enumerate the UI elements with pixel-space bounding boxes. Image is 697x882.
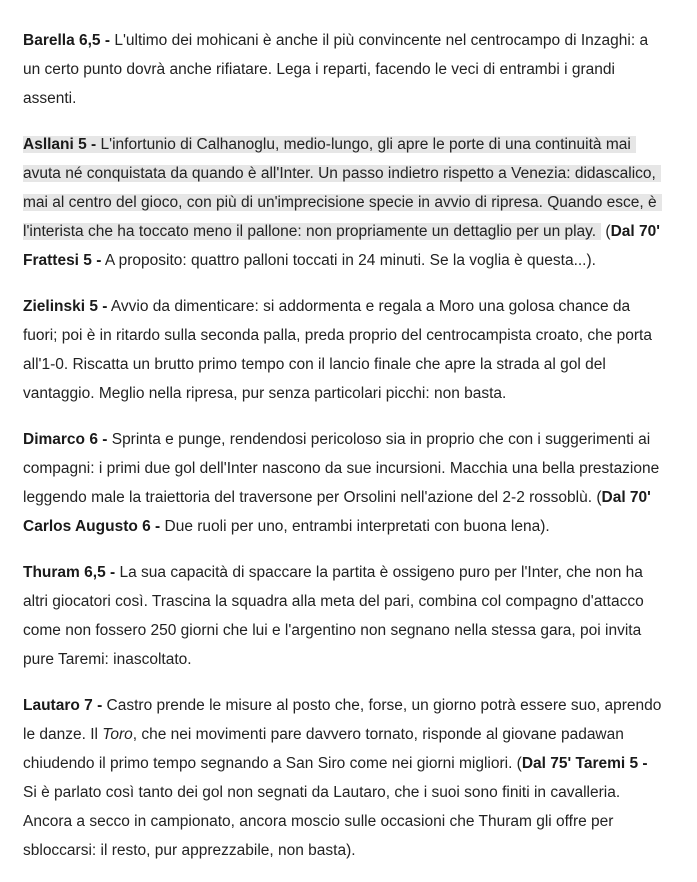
- text-line: all'1-0. Riscatta un brutto primo tempo con il lancio finale che apre la strada al gol del: [23, 356, 606, 373]
- player-name: Asllani 5 -: [23, 136, 97, 153]
- substitution-label: Dal 75' Taremi 5 -: [521, 755, 648, 772]
- text-line: vantaggio. Meglio nella ripresa, pur senza particolari picchi: non basta.: [23, 385, 507, 402]
- text-line: sbloccarsi: il resto, pur apprezzabile, non basta).: [23, 842, 356, 859]
- player-name: Zielinski 5 -: [23, 298, 108, 315]
- substitution-time: Dal 70': [610, 223, 660, 240]
- rating-paragraph-barella: [0, 26, 697, 113]
- player-name: Frattesi 5 -: [23, 252, 102, 269]
- rating-paragraph-thuram: [0, 558, 697, 674]
- text-selection-highlight: mai al centro del gioco, con più di un'imprecisione specie in avvio di ripresa. Quando esce, è: [23, 194, 662, 211]
- text-line: [23, 217, 686, 246]
- rating-text: La sua capacità di spaccare la partita è ossigeno puro per l'Inter, che non ha: [115, 564, 643, 581]
- text-line: compagni: i primi due gol dell'Inter nascono da sue incursioni. Macchia una bella prestazione: [23, 460, 660, 477]
- rating-text: (: [601, 223, 611, 240]
- text-line: un certo punto dovrà anche rifiatare. Lega i reparti, facendo le veci di entrambi i grandi: [23, 61, 615, 78]
- nickname: Toro: [102, 726, 133, 743]
- text-line: [23, 691, 686, 720]
- text-line: [23, 246, 686, 275]
- player-name: Lautaro 7 -: [23, 697, 103, 714]
- text-line: [23, 558, 686, 587]
- text-line: assenti.: [23, 90, 77, 107]
- rating-text: le danze. Il: [23, 726, 103, 743]
- text-line: [23, 159, 686, 188]
- text-selection-highlight: l'interista che ha toccato meno il pallone: non propriamente un dettaglio per un play.: [23, 223, 601, 240]
- text-selection-highlight: avuta né conquistata da quando è all'Inter. Un passo indietro rispetto a Venezia: didascalico,: [23, 165, 661, 182]
- player-name: Thuram 6,5 -: [23, 564, 116, 581]
- text-line: Ancora a secco in campionato, ancora moscio sulle occasioni che Thuram gli offre per: [23, 813, 614, 830]
- rating-text: Sprinta e punge, rendendosi pericoloso sia in proprio che con i suggerimenti ai: [107, 431, 651, 448]
- rating-text: L'infortunio di Calhanoglu, medio-lungo, gli apre le porte di una continuità mai: [96, 136, 631, 153]
- rating-text: A proposito: quattro palloni toccati in 24 minuti. Se la voglia è questa...).: [101, 252, 596, 269]
- rating-text: leggendo male la traiettoria del traversone per Orsolini nell'azione del 2-2 rossoblù. (: [23, 489, 602, 506]
- rating-paragraph-dimarco: [0, 425, 697, 541]
- text-line: [23, 483, 686, 512]
- rating-text: , che nei movimenti pare davvero tornato, risponde al giovane padawan: [132, 726, 624, 743]
- text-line: [23, 512, 686, 541]
- text-line: [23, 26, 686, 55]
- text-line: [23, 130, 686, 159]
- text-line: come non fossero 250 giorni che lui e l'argentino non segnano nella stessa gara, poi invita: [23, 622, 642, 639]
- text-line: [23, 292, 686, 321]
- rating-text: Due ruoli per uno, entrambi interpretati con buona lena).: [160, 518, 550, 535]
- rating-paragraph-lautaro: [0, 691, 697, 865]
- text-line: fuori; poi è in ritardo sulla seconda palla, preda proprio del centrocampista croato, che porta: [23, 327, 652, 344]
- text-line: altri giocatori così. Trascina la squadra alla meta del pari, combina col compagno d'attacco: [23, 593, 644, 610]
- player-name: Dimarco 6 -: [23, 431, 108, 448]
- text-line: Si è parlato così tanto dei gol non segnati da Lautaro, che i suoi sono finiti in cavalleria.: [23, 784, 621, 801]
- rating-text: L'ultimo dei mohicani è anche il più convincente nel centrocampo di Inzaghi: a: [110, 32, 649, 49]
- player-name: Carlos Augusto 6 -: [23, 518, 161, 535]
- rating-paragraph-asllani: [0, 130, 697, 275]
- text-line: [23, 720, 686, 749]
- text-line: [23, 749, 686, 778]
- text-line: [23, 188, 686, 217]
- text-line: [23, 425, 686, 454]
- text-selection-highlight: [23, 136, 636, 153]
- article-body: [0, 26, 697, 882]
- rating-text: Avvio da dimenticare: si addormenta e regala a Moro una golosa chance da: [107, 298, 631, 315]
- text-line: pure Taremi: inascoltato.: [23, 651, 192, 668]
- rating-paragraph-zielinski: [0, 292, 697, 408]
- substitution-time: Dal 70': [601, 489, 651, 506]
- player-name: Barella 6,5 -: [23, 32, 111, 49]
- rating-text: Castro prende le misure al posto che, forse, un giorno potrà essere suo, aprendo: [102, 697, 662, 714]
- rating-text: chiudendo il primo tempo segnando a San Siro come nei giorni migliori. (: [23, 755, 522, 772]
